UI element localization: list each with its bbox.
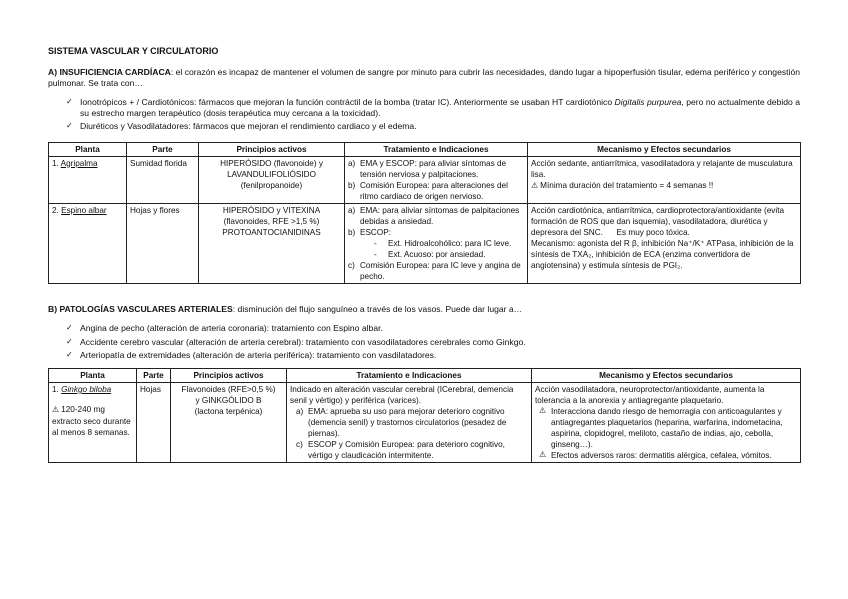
check-icon: ✓ xyxy=(66,323,73,333)
mechanism-cell: Acción vasodilatadora, neuroprotector/antioxidante, aumenta la tolerancia a la anorexia y antiagregante plaquetario. ⚠ Interacciona dando riesgo de hemorragia con anticoagulantes y antiagregantes plaquetarios (heparina, warfarina, indometacina, aspirina, clopidogrel, meliloto, castaño de indias, ajo, cebolla, ginseng…). ⚠ Efectos adversos raros: dermatitis alérgica, cefalea, vómitos. xyxy=(532,383,801,463)
list-item: ✓ Ionotrópicos + / Cardiotónicos: fármacos que mejoran la función contráctil de la bomba (tratar IC). Anteriormente se usaban HT cardiotónico Digitalis purpurea, pero no actualmente debido a su estrecho margen terapéutico (dosis terapéutica muy cercana a la toxicidad). xyxy=(66,97,801,119)
list-item: ✓ Angina de pecho (alteración de arteria coronaria): tratamiento con Espino albar. xyxy=(66,323,383,334)
column-header: Mecanismo y Efectos secundarios xyxy=(532,368,801,382)
mechanism-cell: Acción sedante, antiarrítmica, vasodilatadora y relajante de musculatura lisa. ⚠ Mínima duración del tratamiento = 4 semanas !! xyxy=(528,156,801,203)
list-item: a) EMA y ESCOP: para aliviar síntomas de tensión nerviosa y palpitaciones. xyxy=(348,158,507,179)
list-item: b) Comisión Europea: para alteraciones del ritmo cardiaco de origen nervioso. xyxy=(348,180,508,201)
list-item: a) EMA: para aliviar síntomas de palpitaciones debidas a ansiedad. xyxy=(348,205,520,226)
column-header: Principios activos xyxy=(171,368,287,382)
column-header: Principios activos xyxy=(199,142,345,156)
list-item: c) ESCOP y Comisión Europea: para deterioro cognitivo, vértigo y claudicación intermitente. xyxy=(296,440,505,461)
table-row xyxy=(49,203,801,283)
column-header: Planta xyxy=(49,142,127,156)
part-cell: Hojas xyxy=(137,383,171,463)
list-item: ⚠ Interacciona dando riesgo de hemorragia con anticoagulantes y antiagregantes plaquetarios (heparina, warfarina, indometacina, aspirina, clopidogrel, meliloto, castaño de indias, ajo, cebolla, ginseng…). xyxy=(539,406,783,450)
list-item: ✓ Diuréticos y Vasodilatadores: fármacos que mejoran el rendimiento cardiaco y el edema. xyxy=(66,121,417,132)
section-a-bullets xyxy=(66,97,800,133)
part-cell: Sumidad florida xyxy=(127,156,199,203)
list-item: b) ESCOP: - Ext. Hidroalcohólico: para IC leve. - Ext. Acuoso: por ansiedad. xyxy=(348,227,524,260)
plant-cell: 1. Ginkgo biloba ⚠ 120-240 mg extracto seco durante al menos 8 semanas. xyxy=(49,383,137,463)
section-a-heading: A) INSUFICIENCIA CARDÍACA xyxy=(48,66,171,77)
document-title: SISTEMA VASCULAR Y CIRCULATORIO xyxy=(48,46,219,56)
list-item: - Ext. Acuoso: por ansiedad. xyxy=(374,250,486,260)
treatment-cell: Indicado en alteración vascular cerebral (ICerebral, demencia senil y vértigo) y periférica (varices). a) EMA: aprueba su uso para mejorar deterioro cognitivo (demencia senil) y trastornos circulatorios (pesadez de piernas). c) ESCOP y Comisión Europea: para deterioro cognitivo, vértigo y claudicación intermitente. xyxy=(287,383,532,463)
check-icon: ✓ xyxy=(66,121,73,131)
section-b-heading: B) PATOLOGÍAS VASCULARES ARTERIALES xyxy=(48,304,233,315)
warning-icon: ⚠ xyxy=(52,405,60,415)
list-item: c) Comisión Europea: para IC leve y angina de pecho. xyxy=(348,261,521,282)
heart-failure-table xyxy=(48,142,801,285)
column-header: Parte xyxy=(137,368,171,382)
list-item: ✓ Accidente cerebro vascular (alteración de arteria cerebral): tratamiento con vasodilatadores cerebrales como Ginkgo. xyxy=(66,336,526,347)
plant-name: Ginkgo biloba xyxy=(61,385,112,395)
section-b-intro xyxy=(48,304,800,315)
list-item: ⚠ Efectos adversos raros: dermatitis alérgica, cefalea, vómitos. xyxy=(539,450,772,461)
table-header-row xyxy=(49,368,801,382)
principles-cell: Flavonoides (RFE>0,5 %) y GINKGÓLIDO B (lactona terpénica) xyxy=(171,383,287,463)
plant-name: Espino albar xyxy=(61,205,107,215)
check-icon: ✓ xyxy=(66,336,73,346)
table-row xyxy=(49,156,801,203)
warning-icon: ⚠ xyxy=(539,450,547,460)
column-header: Tratamiento e Indicaciones xyxy=(345,142,528,156)
section-b-bullets xyxy=(66,323,800,361)
plant-cell: 1. Agripalma xyxy=(49,156,127,203)
column-header: Tratamiento e Indicaciones xyxy=(287,368,532,382)
section-a-intro xyxy=(48,67,800,89)
list-item: - Ext. Hidroalcohólico: para IC leve. xyxy=(374,239,512,249)
column-header: Planta xyxy=(49,368,137,382)
mechanism-cell: Acción cardiotónica, antiarrítmica, cardioprotectora/antioxidante (evita formación de ROS que dan isquemia), vasodilatadora, diurética y depresora del SNC. Es muy poco tóxica. Mecanismo: agonista del R β, inhibición Na⁺/K⁺ ATPasa, inhibición de la síntesis de TXA₂, inhibición de ECA (enzima convertidora de angiotensina) y estimula síntesis de PGI₂. xyxy=(528,203,801,283)
check-icon: ✓ xyxy=(66,349,73,359)
part-cell: Hojas y flores xyxy=(127,203,199,283)
treatment-cell xyxy=(345,156,528,203)
column-header: Parte xyxy=(127,142,199,156)
principles-cell: HIPERÓSIDO (flavonoide) y LAVANDULIFOLIÓSIDO (fenilpropanoide) xyxy=(199,156,345,203)
arterial-pathology-table xyxy=(48,368,801,464)
warning-icon: ⚠ xyxy=(531,180,539,190)
section-b-text: : disminución del flujo sanguíneo a través de los vasos. Puede dar lugar a… xyxy=(232,304,523,315)
plant-cell: 2. Espino albar xyxy=(49,203,127,283)
column-header: Mecanismo y Efectos secundarios xyxy=(528,142,801,156)
warning-icon: ⚠ xyxy=(539,406,547,416)
section-a-text: : el corazón es incapaz de mantener el volumen de sangre por minuto para cubrir las necesidades, dando lugar a hipoperfusión tisular, edema periférico y congestión pulmonar. Se trata con… xyxy=(48,66,801,88)
treatment-cell xyxy=(345,203,528,283)
list-item: ✓ Arteriopatía de extremidades (alteración de arteria periférica): tratamiento con vasdilatadores. xyxy=(66,349,437,360)
table-header-row xyxy=(49,142,801,156)
document-page xyxy=(48,46,800,463)
plant-name: Agripalma xyxy=(60,158,98,168)
principles-cell: HIPERÓSIDO y VITEXINA (flavonoides, RFE >1,5 %) PROTOANTOCIANIDINAS xyxy=(199,203,345,283)
check-icon: ✓ xyxy=(66,97,73,107)
list-item: a) EMA: aprueba su uso para mejorar deterioro cognitivo (demencia senil) y trastornos circulatorios (pesadez de piernas). xyxy=(296,407,507,439)
table-row xyxy=(49,383,801,463)
